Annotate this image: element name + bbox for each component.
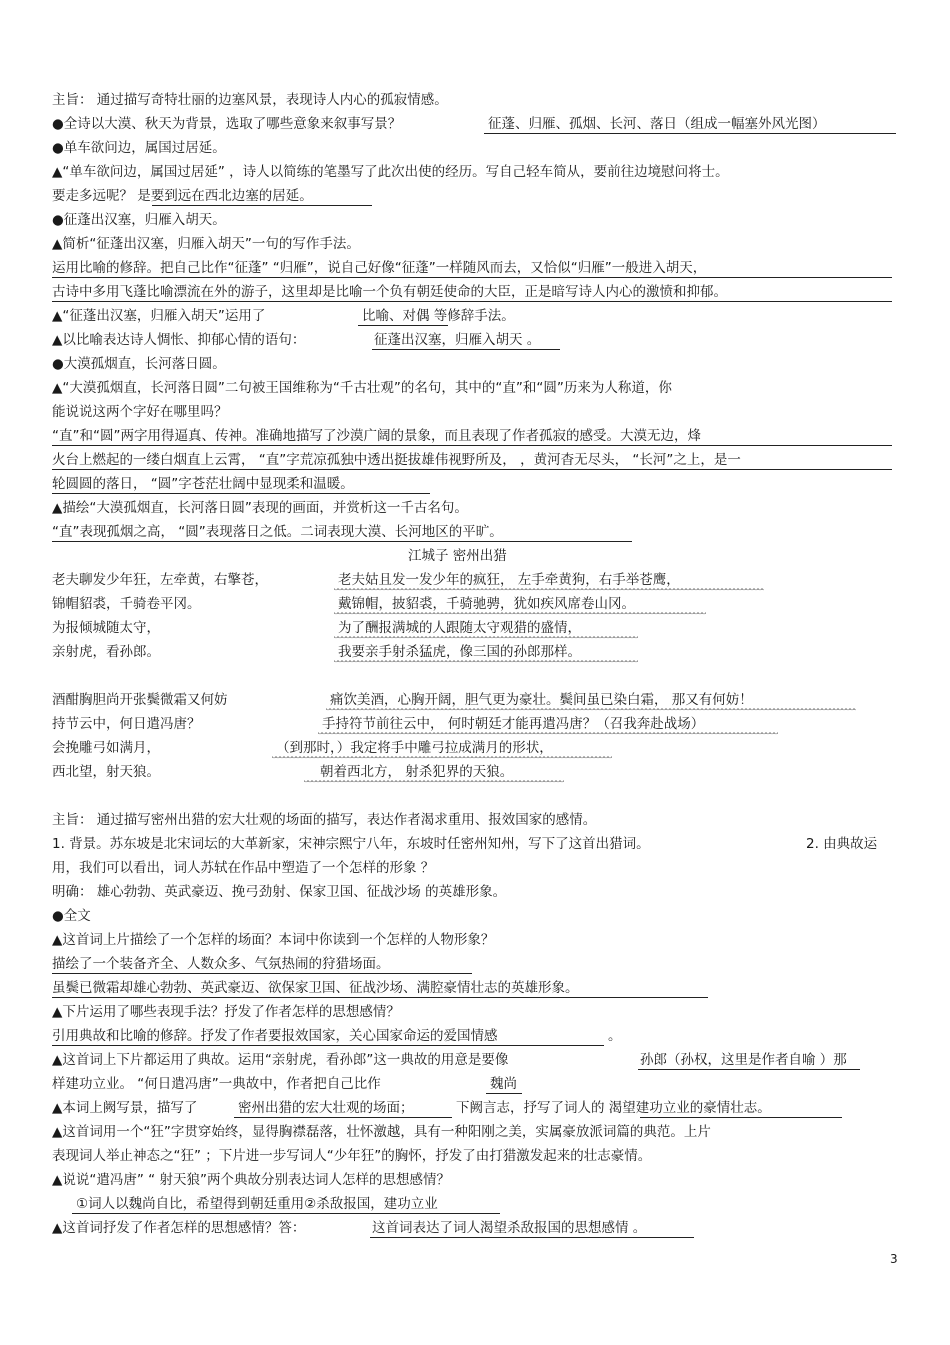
- question-famous-1: ▲“大漠孤烟直，长河落日圆”二句被王国维称为“千古壮观”的名句，其中的“直”和“圆”历来为人称道，你: [52, 380, 672, 396]
- answer-lower: 引用典故和比喻的修辞。抒发了作者要报效国家，关心国家命运的爱国情感: [52, 1028, 498, 1044]
- poem-line-6: 持节云中，何日遣冯唐？: [52, 716, 201, 732]
- theme-line-1: 主旨： 通过描写奇特壮丽的边塞风景，表现诗人内心的孤寂情感。: [52, 92, 448, 108]
- answer-lower-end: 。: [608, 1028, 622, 1044]
- answer-structure-2: 下阙言志，抒写了词人的 渴望建功立业的豪情壮志。: [456, 1100, 771, 1116]
- answer-upper-1: 描绘了一个装备齐全、人数众多、气氛热闹的狩猎场面。: [52, 956, 390, 972]
- poem-line-5: 酒酣胸胆尚开张鬓微霜又何妨: [52, 692, 228, 708]
- question-technique: ▲简析“征蓬出汉塞，归雁入胡天”一句的写作手法。: [52, 236, 360, 252]
- translation-line-3: 为了酬报满城的人跟随太守观猎的盛情，: [338, 620, 581, 636]
- poem-title: 江城子 密州出猎: [408, 548, 507, 564]
- question-metaphor: ▲以比喻表达诗人惆怅、抑郁心情的语句：: [52, 332, 306, 348]
- analysis-kuang-1: ▲这首词用一个“狂”字贯穿始终，显得胸襟磊落，壮怀激越，具有一种阳刚之美，实属豪放派词篇的典范。上片: [52, 1124, 711, 1140]
- verse-line-2: ●征蓬出汉塞，归雁入胡天。: [52, 212, 226, 228]
- answer-structure-1: 密州出猎的宏大壮观的场面；: [238, 1100, 414, 1116]
- answer-emotion: 这首词表达了词人渴望杀敌报国的思想感情 。: [372, 1220, 647, 1236]
- poem-line-1: 老夫聊发少年狂，左牵黄，右擎苍，: [52, 572, 268, 588]
- background-line-2: 用，我们可以看出，词人苏轼在作品中塑造了一个怎样的形象 ？: [52, 860, 435, 876]
- question-allusion-2: 样建功立业。 “何日遣冯唐”一典故中，作者把自己比作: [52, 1076, 381, 1092]
- question-emotion: ▲这首词抒发了作者怎样的思想感情？答：: [52, 1220, 306, 1236]
- poem-line-3: 为报倾城随太守，: [52, 620, 160, 636]
- question-allusion-1: ▲这首词上下片都运用了典故。运用“亲射虎，看孙郎”这一典故的用意是要像: [52, 1052, 509, 1068]
- answer-allusion-2: 魏尚: [490, 1076, 517, 1092]
- question-upper: ▲这首词上片描绘了一个怎样的场面？本词中你读到一个怎样的人物形象？: [52, 932, 495, 948]
- answer-allusion-1: 孙郎（孙权，这里是作者自喻 ）那: [640, 1052, 847, 1068]
- full-text-heading: ●全文: [52, 908, 91, 924]
- question-lower: ▲下片运用了哪些表现手法？抒发了作者怎样的思想感情？: [52, 1004, 400, 1020]
- translation-line-7: （到那时，）我定将手中雕弓拉成满月的形状，: [276, 740, 553, 756]
- translation-line-4: 我要亲手射杀猛虎，像三国的孙郎那样。: [338, 644, 581, 660]
- answer-technique-2: 古诗中多用飞蓬比喻漂流在外的游子，这里却是比喻一个负有朝廷使命的大臣，正是暗写诗人内心的激愤和抑郁。: [52, 284, 727, 300]
- analysis-line-1: ▲“单车欲问边，属国过居延” ，诗人以简练的笔墨写了此次出使的经历。写自己轻车简从，要前往边境慰问将士。: [52, 164, 729, 180]
- translation-line-1: 老夫姑且发一发少年的疯狂， 左手牵黄狗，右手举苍鹰，: [338, 572, 680, 588]
- translation-line-2: 戴锦帽，披貂裘，千骑驰骋，犹如疾风席卷山冈。: [338, 596, 635, 612]
- question-scene: ▲描绘“大漠孤烟直，长河落日圆”表现的画面，并赏析这一千古名句。: [52, 500, 468, 516]
- question-structure: ▲本词上阙写景，描写了: [52, 1100, 198, 1116]
- translation-line-5: 痛饮美酒，心胸开阔，胆气更为豪壮。鬓间虽已染白霜， 那又有何妨！: [330, 692, 753, 708]
- clarify-line: 明确： 雄心勃勃、英武豪迈、挽弓劲射、保家卫国、征战沙场 的英雄形象。: [52, 884, 507, 900]
- background-line-1: 1. 背景。苏东坡是北宋词坛的大革新家，宋神宗熙宁八年，东坡时任密州知州，写下了这首出猎词。: [52, 836, 650, 852]
- analysis-kuang-2: 表现词人举止神态之“狂” ；下片进一步写词人“少年狂”的胸怀，抒发了由打猎激发起来的壮志豪情。: [52, 1148, 652, 1164]
- answer-famous-2: 火台上燃起的一缕白烟直上云霄， “直”字荒凉孤独中透出挺拔雄伟视野所及， ，黄河杳无尽头， “长河”之上，是一: [52, 452, 741, 468]
- answer-technique-1: 运用比喻的修辞。把自己比作“征蓬” “归雁”，说自己好像“征蓬”一样随风而去，又恰似“归雁”一般进入胡天，: [52, 260, 707, 276]
- poem-line-7: 会挽雕弓如满月，: [52, 740, 160, 756]
- poem-line-2: 锦帽貂裘，千骑卷平冈。: [52, 596, 201, 612]
- verse-line-1: ●单车欲问边，属国过居延。: [52, 140, 226, 156]
- poem-line-8: 西北望，射天狼。: [52, 764, 160, 780]
- question-imagery: ●全诗以大漠、秋天为背景，选取了哪些意象来叙事写景？: [52, 116, 402, 132]
- answer-two-allusions: ①词人以魏尚自比，希望得到朝廷重用②杀敌报国，建功立业: [76, 1196, 438, 1212]
- question-rhetoric: ▲“征蓬出汉塞，归雁入胡天”运用了: [52, 308, 266, 324]
- poem-line-4: 亲射虎，看孙郎。: [52, 644, 160, 660]
- translation-line-6: 手持符节前往云中， 何时朝廷才能再遣冯唐？（召我奔赴战场）: [322, 716, 705, 732]
- answer-famous-1: “直”和“圆”两字用得逼真、传神。准确地描写了沙漠广阔的景象，而且表现了作者孤寂的感受。大漠无边，烽: [52, 428, 701, 444]
- answer-imagery: 征蓬、归雁、孤烟、长河、落日（组成一幅塞外风光图）: [488, 116, 826, 132]
- answer-famous-3: 轮圆圆的落日， “圆”字苍茫壮阔中显现柔和温暖。: [52, 476, 354, 492]
- answer-upper-2: 虽鬓已微霜却雄心勃勃、英武豪迈、欲保家卫国、征战沙场、满腔豪情壮志的英雄形象。: [52, 980, 579, 996]
- answer-scene: “直”表现孤烟之高， “圆”表现落日之低。二词表现大漠、长河地区的平旷。: [52, 524, 503, 540]
- verse-line-3: ●大漠孤烟直，长河落日圆。: [52, 356, 226, 372]
- answer-rhetoric: 比喻、对偶 等修辞手法。: [362, 308, 515, 324]
- translation-line-8: 朝着西北方， 射杀犯界的天狼。: [320, 764, 514, 780]
- theme-line-2: 主旨： 通过描写密州出猎的宏大壮观的场面的描写，表达作者渴求重用、报效国家的感情。: [52, 812, 597, 828]
- answer-metaphor: 征蓬出汉塞，归雁入胡天 。: [374, 332, 541, 348]
- question-two-allusions: ▲说说“遣冯唐” “ 射天狼”两个典故分别表达词人怎样的思想感情？: [52, 1172, 450, 1188]
- background-line-1-right: 2. 由典故运: [806, 836, 878, 852]
- analysis-line-2: 要走多远呢？ 是要到远在西北边塞的居延。: [52, 188, 313, 204]
- page-number: 3: [890, 1252, 898, 1266]
- question-famous-2: 能说说这两个字好在哪里吗？: [52, 404, 228, 420]
